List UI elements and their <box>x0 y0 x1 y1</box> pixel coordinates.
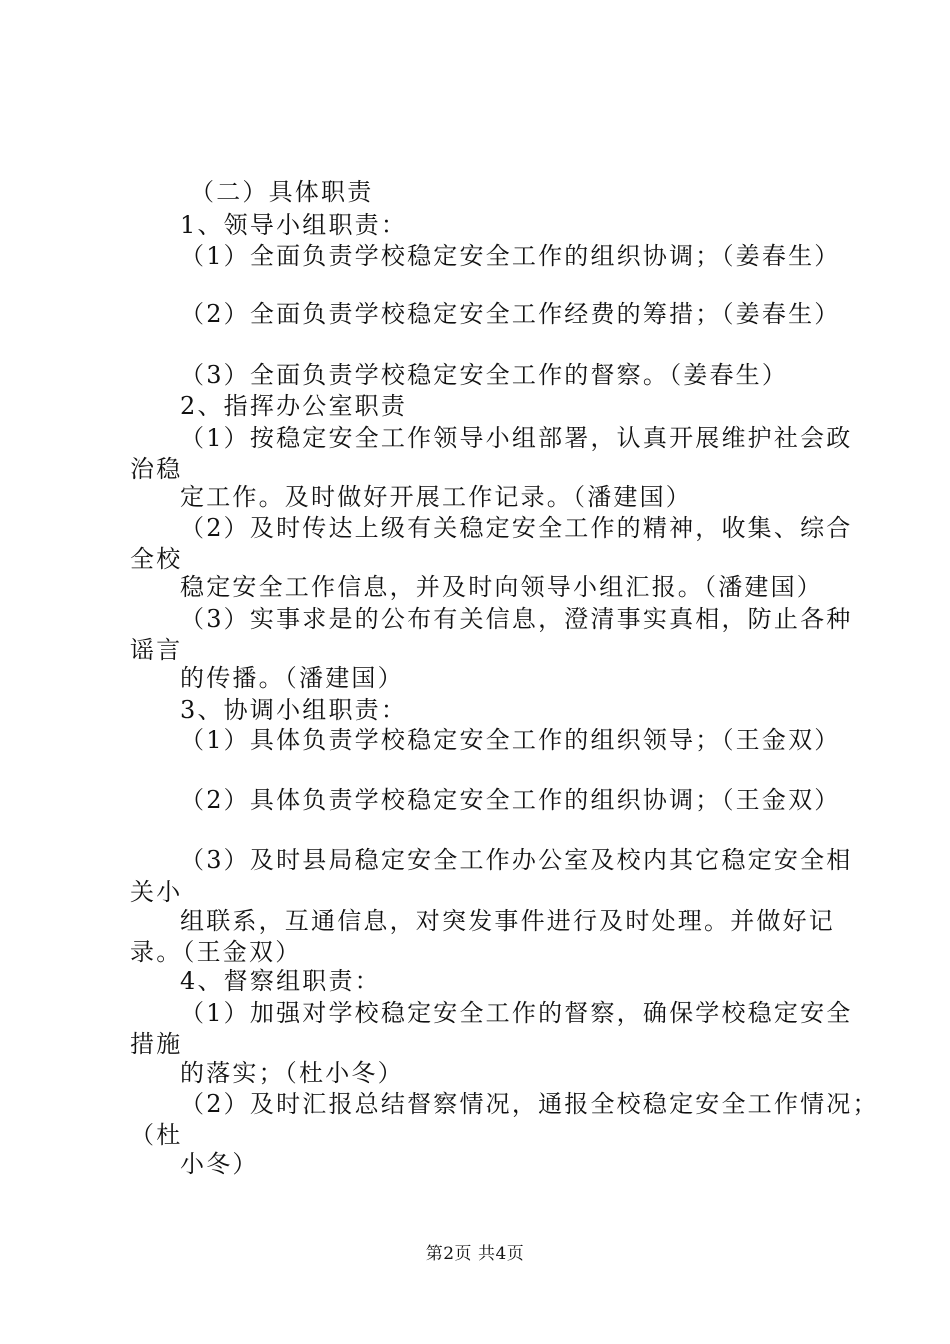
paragraph-line: （3）全面负责学校稳定安全工作的督察。（姜春生） <box>180 361 789 389</box>
paragraph-line: 措施 <box>130 1030 183 1058</box>
paragraph-line: 关小 <box>130 878 183 906</box>
subsection-heading: 2、指挥办公室职责 <box>180 392 408 420</box>
paragraph-line: （2）及时传达上级有关稳定安全工作的精神，收集、综合 <box>180 514 853 542</box>
paragraph-line: （杜 <box>130 1121 183 1149</box>
subsection-heading: 1、领导小组职责： <box>180 211 408 239</box>
subsection-heading: 4、督察组职责： <box>180 967 381 995</box>
paragraph-line: 组联系，互通信息，对突发事件进行及时处理。并做好记 <box>180 907 835 935</box>
paragraph-line: 的传播。（潘建国） <box>180 664 404 692</box>
section-heading: （二）具体职责 <box>190 178 374 206</box>
paragraph-line: （1）具体负责学校稳定安全工作的组织领导；（王金双） <box>180 726 841 754</box>
paragraph-line: （2）全面负责学校稳定安全工作经费的筹措；（姜春生） <box>180 300 841 328</box>
page-number-footer: 第2页 共4页 <box>425 1244 525 1264</box>
paragraph-line: （2）具体负责学校稳定安全工作的组织协调；（王金双） <box>180 786 841 814</box>
paragraph-line: （1）全面负责学校稳定安全工作的组织协调；（姜春生） <box>180 242 841 270</box>
paragraph-line: （1）加强对学校稳定安全工作的督察，确保学校稳定安全 <box>180 999 853 1027</box>
paragraph-line: （2）及时汇报总结督察情况，通报全校稳定安全工作情况； <box>180 1090 879 1118</box>
subsection-heading: 3、协调小组职责： <box>180 696 408 724</box>
paragraph-line: （3）及时县局稳定安全工作办公室及校内其它稳定安全相 <box>180 846 853 874</box>
paragraph-line: （3）实事求是的公布有关信息，澄清事实真相，防止各种 <box>180 605 853 633</box>
paragraph-line: 录。（王金双） <box>130 938 302 966</box>
paragraph-line: 的落实；（杜小冬） <box>180 1059 404 1087</box>
paragraph-line: 小冬） <box>180 1150 259 1178</box>
paragraph-line: 全校 <box>130 545 183 573</box>
paragraph-line: 谣言 <box>130 636 183 664</box>
paragraph-line: 稳定安全工作信息，并及时向领导小组汇报。（潘建国） <box>180 573 823 601</box>
paragraph-line: 治稳 <box>130 455 183 483</box>
paragraph-line: （1）按稳定安全工作领导小组部署，认真开展维护社会政 <box>180 424 853 452</box>
paragraph-line: 定工作。及时做好开展工作记录。（潘建国） <box>180 483 692 511</box>
